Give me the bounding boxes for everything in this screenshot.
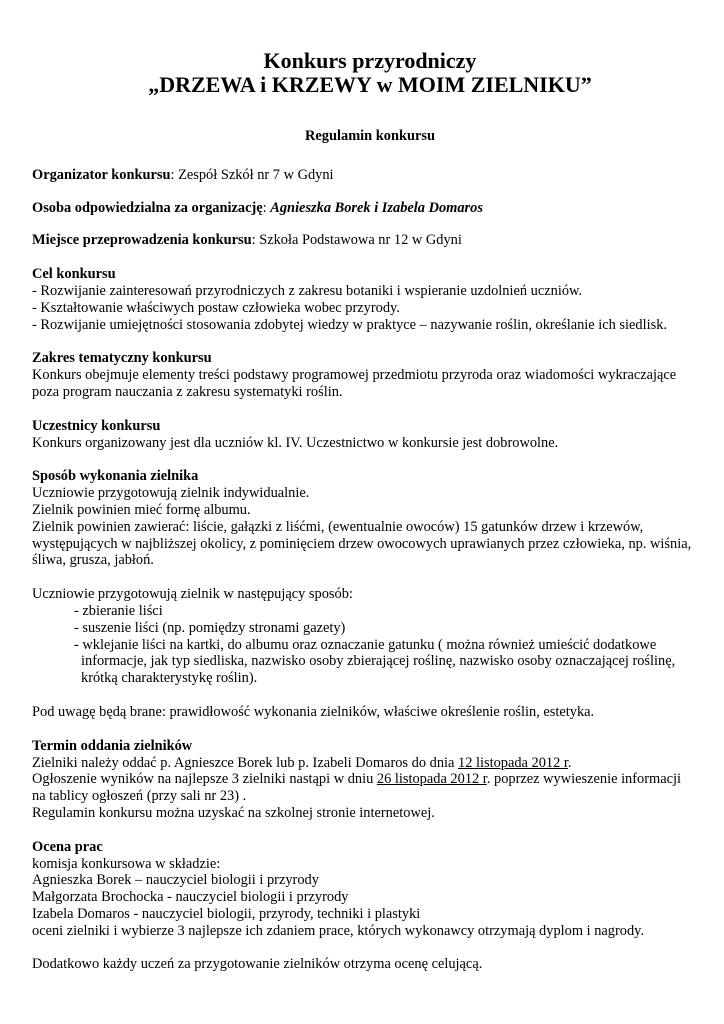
scope-section (32, 350, 708, 400)
method-text-line: występujących w najbliższej okolicy, z pominięciem drzew owocowych uprawianych przez człowieka, np. wiśnia, (32, 535, 692, 552)
regulation-heading: Regulamin konkursu (305, 128, 435, 144)
participants-text: Konkurs organizowany jest dla uczniów kl. IV. Uczestnictwo w konkursie jest dobrowolne. (32, 434, 559, 451)
organizer-line (32, 167, 708, 184)
method-text-line: śliwa, grusza, jabłoń. (32, 552, 154, 569)
jury-member: Małgorzata Brochocka - nauczyciel biologii i przyrody (32, 889, 349, 906)
deadline-heading: Termin oddania zielników (32, 737, 193, 754)
organizer-value: : Zespół Szkół nr 7 w Gdyni (170, 166, 334, 183)
goal-item: - Kształtowanie właściwych postaw człowieka wobec przyrody. (32, 299, 400, 316)
venue-value: : Szkoła Podstawowa nr 12 w Gdyni (251, 232, 462, 249)
submission-date: 12 listopada 2012 r (458, 754, 568, 771)
method-text-line: Zielnik powinien zawierać: liście, gałązki z liśćmi, (ewentualnie owoców) 15 gatunków drzew i krzewów, (32, 518, 644, 535)
evaluation-heading: Ocena prac (32, 838, 103, 855)
participants-heading: Uczestnicy konkursu (32, 417, 161, 434)
method-text-line: Uczniowie przygotowują zielnik indywidualnie. (32, 485, 310, 502)
evaluation-section (32, 839, 708, 940)
title-line-1: Konkurs przyrodniczy (263, 48, 477, 73)
step-item: - suszenie liści (np. pomiędzy stronami gazety) (74, 619, 346, 636)
method-text-line: Zielnik powinien mieć formę albumu. (32, 501, 251, 518)
announcement-date: 26 listopada 2012 r (376, 771, 487, 788)
venue-label: Miejsce przeprowadzenia konkursu (32, 232, 252, 249)
step-item-continued: krótką charakterystykę roślin). (81, 670, 258, 687)
jury-member: Agnieszka Borek – nauczyciel biologii i przyrody (32, 872, 319, 889)
scope-text-line: Konkurs obejmuje elementy treści podstawy programowej przedmiotu przyroda oraz wiadomości wykraczające (32, 367, 677, 384)
deadline-text: Zielniki należy oddać p. Agnieszce Borek lub p. Izabeli Domaros do dnia (32, 754, 458, 771)
venue-line (32, 232, 708, 249)
evaluation-line: oceni zielniki i wybierze 3 najlepsze ich zdaniem prace, których wykonawcy otrzymają dyplom i nagrody. (32, 922, 645, 939)
deadline-line-3: na tablicy ogłoszeń (przy sali nr 23) . (32, 788, 247, 805)
organizer-label: Organizator konkursu (32, 166, 171, 183)
deadline-line-1 (32, 755, 708, 772)
method-steps (32, 586, 708, 687)
participants-section (32, 418, 708, 452)
deadline-line-2 (32, 771, 708, 788)
document-page (32, 49, 708, 973)
responsible-colon: : (262, 199, 271, 216)
jury-member: Izabela Domaros - nauczyciel biologii, przyrody, techniki i plastyki (32, 905, 421, 922)
scope-heading: Zakres tematyczny konkursu (32, 350, 212, 367)
responsible-label: Osoba odpowiedzialna za organizację (32, 199, 263, 216)
goal-item: - Rozwijanie zainteresowań przyrodniczych z zakresu botaniki i wspieranie uzdolnień uczniów. (32, 282, 583, 299)
method-heading: Sposób wykonania zielnika (32, 468, 199, 485)
goal-heading: Cel konkursu (32, 266, 116, 283)
step-item: - zbieranie liści (74, 602, 163, 619)
responsible-value: Agnieszka Borek i Izabela Domaros (270, 199, 483, 216)
goal-section (32, 266, 708, 333)
step-item-continued: informacje, jak typ siedliska, nazwisko osoby zbierającej roślinę, nazwisko osoby oznaczającej roślinę, (81, 653, 676, 670)
goal-item: - Rozwijanie umiejętności stosowania zdobytej wiedzy w praktyce – nazywanie roślin, określanie ich siedlisk. (32, 316, 668, 333)
criteria-line: Pod uwagę będą brane: prawidłowość wykonania zielników, właściwe określenie roślin, estetyka. (32, 703, 595, 720)
document-title (32, 49, 708, 97)
title-line-2: „DRZEWA i KRZEWY w MOIM ZIELNIKU” (148, 72, 592, 97)
step-item: - wklejanie liści na kartki, do albumu oraz oznaczanie gatunku ( można również umieścić dodatkowe (74, 636, 657, 653)
announcement-text: . poprzez wywieszenie informacji (486, 771, 682, 788)
deadline-text: . (567, 754, 572, 771)
method-section (32, 468, 708, 569)
deadline-section (32, 738, 708, 822)
footer-note: Dodatkowo każdy uczeń za przygotowanie zielników otrzyma ocenę celującą. (32, 956, 483, 973)
responsible-line (32, 200, 708, 217)
announcement-text: Ogłoszenie wyników na najlepsze 3 zielniki nastąpi w dniu (32, 771, 377, 788)
steps-intro: Uczniowie przygotowują zielnik w następujący sposób: (32, 586, 353, 603)
deadline-line-4: Regulamin konkursu można uzyskać na szkolnej stronie internetowej. (32, 804, 435, 821)
evaluation-line: komisja konkursowa w składzie: (32, 855, 221, 872)
scope-text-line: poza program nauczania z zakresu systematyki roślin. (32, 383, 343, 400)
